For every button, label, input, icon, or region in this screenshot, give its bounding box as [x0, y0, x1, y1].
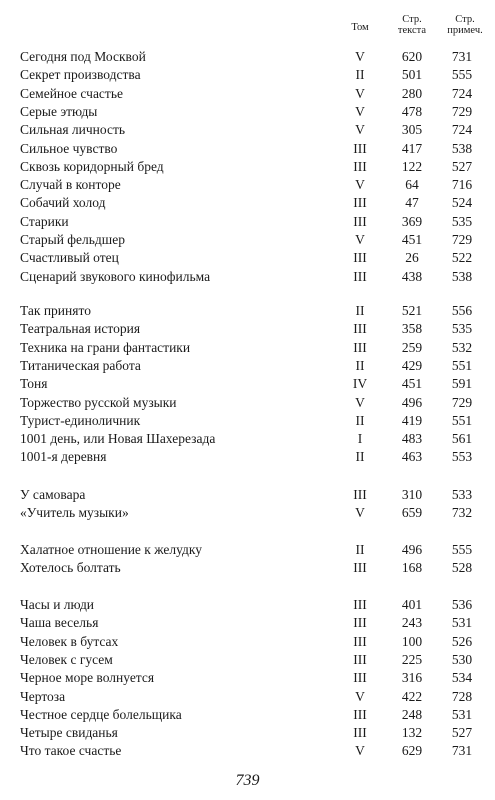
entry-title: Человек с гусем [20, 651, 113, 667]
index-entry [0, 213, 495, 231]
entry-title: Собачий холод [20, 195, 106, 211]
entry-text-page: 422 [401, 688, 423, 704]
entry-text-page: 132 [401, 725, 423, 741]
entry-volume: III [353, 615, 367, 631]
entry-volume: V [355, 688, 365, 704]
entry-text-page: 659 [401, 505, 423, 521]
entry-volume: III [353, 633, 367, 649]
header-notes-page-line2: примеч. [447, 25, 483, 36]
index-entry [0, 375, 495, 393]
index-entry [0, 158, 495, 176]
entry-volume: III [353, 321, 367, 337]
index-entry [0, 669, 495, 687]
entry-text-page: 451 [401, 376, 423, 392]
entry-notes-page: 551 [451, 412, 473, 428]
entry-notes-page: 732 [451, 505, 473, 521]
entry-notes-page: 555 [451, 67, 473, 83]
entry-title: Четыре свиданья [20, 725, 118, 741]
entry-notes-page: 533 [451, 487, 473, 502]
entry-text-page: 100 [401, 633, 423, 649]
entry-notes-page: 536 [451, 597, 473, 612]
entry-volume: V [355, 85, 365, 101]
entry-text-page: 248 [401, 706, 423, 722]
entry-title: Халатное отношение к желудку [20, 542, 202, 557]
entry-notes-page: 556 [451, 303, 473, 318]
index-entry [0, 48, 495, 66]
index-entry [0, 541, 495, 559]
entry-notes-page: 534 [451, 670, 473, 686]
entry-notes-page: 731 [451, 743, 473, 759]
entry-title: 1001 день, или Новая Шахерезада [20, 431, 216, 447]
entry-title: Техника на грани фантастики [20, 339, 191, 355]
entry-volume: III [353, 725, 367, 741]
index-entry [0, 651, 495, 669]
index-entry [0, 140, 495, 158]
entry-volume: V [355, 743, 365, 759]
index-entry [0, 633, 495, 651]
entry-notes-page: 728 [451, 688, 473, 704]
entry-notes-page: 538 [451, 140, 473, 156]
entry-notes-page: 551 [451, 357, 473, 373]
entry-notes-page: 729 [451, 232, 473, 247]
index-entry [0, 302, 495, 320]
entry-volume: V [355, 177, 365, 193]
entry-notes-page: 724 [451, 85, 473, 101]
index-entry [0, 268, 495, 286]
index-entry [0, 412, 495, 430]
header-text-page-line1: Стр. [402, 14, 422, 25]
entry-text-page: 358 [401, 321, 423, 337]
page-number: 739 [235, 772, 260, 789]
index-entry [0, 66, 495, 84]
entry-text-page: 280 [401, 85, 423, 101]
index-entry [0, 688, 495, 706]
entry-text-page: 496 [401, 542, 423, 557]
index-entry [0, 320, 495, 338]
entry-title: Счастливый отец [20, 250, 119, 266]
entry-notes-page: 555 [451, 542, 473, 557]
entry-volume: II [355, 357, 365, 373]
entry-title: Тоня [20, 376, 48, 392]
entry-text-page: 483 [401, 431, 423, 447]
entry-text-page: 496 [401, 394, 423, 410]
index-entry [0, 706, 495, 724]
entry-notes-page: 731 [451, 49, 473, 64]
index-entry [0, 249, 495, 267]
entry-title: Случай в конторе [20, 177, 121, 193]
entry-text-page: 305 [401, 122, 423, 138]
entry-text-page: 620 [401, 49, 423, 64]
entry-volume: III [353, 560, 367, 576]
entry-title: Черное море волнуется [20, 670, 155, 686]
entry-volume: II [355, 412, 365, 428]
entry-notes-page: 522 [451, 250, 473, 266]
entry-volume: III [353, 195, 367, 211]
entry-notes-page: 526 [451, 633, 473, 649]
index-entry [0, 448, 495, 466]
entry-title: Торжество русской музыки [20, 394, 177, 410]
entry-text-page: 419 [401, 412, 423, 428]
entry-title: Серые этюды [20, 103, 98, 119]
entry-text-page: 225 [401, 651, 423, 667]
entry-text-page: 369 [401, 213, 423, 229]
header-volume [340, 22, 380, 33]
index-entry [0, 430, 495, 448]
entry-title: Чертоза [20, 688, 66, 704]
entry-title: У самовара [20, 487, 86, 502]
entry-volume: III [353, 597, 367, 612]
entry-notes-page: 729 [451, 394, 473, 410]
entry-title: Сквозь коридорный бред [20, 158, 164, 174]
entry-notes-page: 535 [451, 321, 473, 337]
entry-text-page: 316 [401, 670, 423, 686]
entry-volume: II [355, 449, 365, 465]
entry-text-page: 122 [401, 158, 423, 174]
entry-volume: III [353, 487, 367, 502]
entry-title: Турист-единоличник [20, 412, 141, 428]
entry-volume: III [353, 268, 367, 284]
entry-text-page: 401 [401, 597, 423, 612]
entry-volume: V [355, 232, 365, 247]
entry-volume: V [355, 505, 365, 521]
entry-notes-page: 531 [451, 615, 473, 631]
entry-volume: III [353, 213, 367, 229]
entry-text-page: 451 [401, 232, 423, 247]
entry-notes-page: 538 [451, 268, 473, 284]
index-entry [0, 394, 495, 412]
entry-title: Старый фельдшер [20, 232, 125, 247]
entry-text-page: 168 [401, 560, 423, 576]
entry-title: Сильная личность [20, 122, 126, 138]
header-text-page-line2: текста [397, 25, 427, 36]
entry-text-page: 463 [401, 449, 423, 465]
entry-notes-page: 716 [451, 177, 473, 193]
entry-title: Сценарий звукового кинофильма [20, 268, 211, 284]
entry-title: Театральная история [20, 321, 141, 337]
entry-volume: III [353, 670, 367, 686]
entry-volume: III [353, 158, 367, 174]
entry-volume: V [355, 103, 365, 119]
entry-title: Титаническая работа [20, 357, 141, 373]
entry-notes-page: 591 [451, 376, 473, 392]
entry-volume: IV [352, 376, 368, 392]
entry-text-page: 64 [405, 177, 419, 193]
header-notes-page [438, 14, 492, 36]
entry-volume: II [355, 542, 365, 557]
entry-text-page: 429 [401, 357, 423, 373]
entry-text-page: 438 [401, 268, 423, 284]
entry-notes-page: 527 [451, 158, 473, 174]
index-entry [0, 194, 495, 212]
index-entry [0, 85, 495, 103]
index-entry [0, 504, 495, 522]
entry-notes-page: 561 [451, 431, 473, 447]
entry-title: Честное сердце болельщика [20, 706, 182, 722]
entry-title: «Учитель музыки» [20, 505, 129, 521]
entry-title: 1001-я деревня [20, 449, 107, 465]
entry-notes-page: 531 [451, 706, 473, 722]
header-volume-label: Том [351, 22, 369, 33]
entry-title: Хотелось болтать [20, 560, 121, 576]
entry-notes-page: 532 [451, 339, 473, 355]
entry-title: Сегодня под Москвой [20, 49, 146, 64]
entry-notes-page: 535 [451, 213, 473, 229]
index-entry [0, 176, 495, 194]
entry-volume: V [355, 49, 365, 64]
entry-text-page: 259 [401, 339, 423, 355]
entry-text-page: 243 [401, 615, 423, 631]
entry-volume: III [353, 250, 367, 266]
header-notes-page-line1: Стр. [455, 14, 475, 25]
entry-volume: V [355, 122, 365, 138]
entry-volume: III [353, 140, 367, 156]
entry-volume: III [353, 339, 367, 355]
entry-text-page: 417 [401, 140, 423, 156]
entry-text-page: 26 [405, 250, 419, 266]
entry-volume: I [357, 431, 363, 447]
index-entry [0, 614, 495, 632]
entry-title: Семейное счастье [20, 85, 123, 101]
index-entry [0, 357, 495, 375]
index-entry [0, 103, 495, 121]
entry-text-page: 501 [401, 67, 423, 83]
entry-text-page: 310 [401, 487, 423, 502]
index-entry [0, 231, 495, 249]
entry-notes-page: 724 [451, 122, 473, 138]
entry-text-page: 478 [401, 103, 423, 119]
index-entry [0, 596, 495, 614]
entry-title: Секрет производства [20, 67, 141, 83]
header-text-page [388, 14, 436, 36]
index-entry [0, 724, 495, 742]
entry-volume: V [355, 394, 365, 410]
entry-title: Что такое счастье [20, 743, 122, 759]
entry-text-page: 629 [401, 743, 423, 759]
entry-title: Человек в бутсах [20, 633, 119, 649]
entry-notes-page: 729 [451, 103, 473, 119]
entry-volume: II [355, 67, 365, 83]
index-entry [0, 742, 495, 760]
entry-notes-page: 527 [451, 725, 473, 741]
entry-text-page: 47 [405, 195, 419, 211]
entry-title: Чаша веселья [20, 615, 99, 631]
entry-title: Старики [20, 213, 69, 229]
entry-title: Часы и люди [20, 597, 95, 612]
entry-volume: II [355, 303, 365, 318]
entry-title: Так принято [20, 303, 91, 318]
entry-text-page: 521 [401, 303, 423, 318]
index-entry [0, 121, 495, 139]
entry-notes-page: 530 [451, 651, 473, 667]
entry-notes-page: 524 [451, 195, 473, 211]
entry-title: Сильное чувство [20, 140, 118, 156]
entry-notes-page: 553 [451, 449, 473, 465]
entry-notes-page: 528 [451, 560, 473, 576]
entry-volume: III [353, 706, 367, 722]
index-entry [0, 339, 495, 357]
index-entry [0, 559, 495, 577]
entry-volume: III [353, 651, 367, 667]
index-entry [0, 486, 495, 504]
